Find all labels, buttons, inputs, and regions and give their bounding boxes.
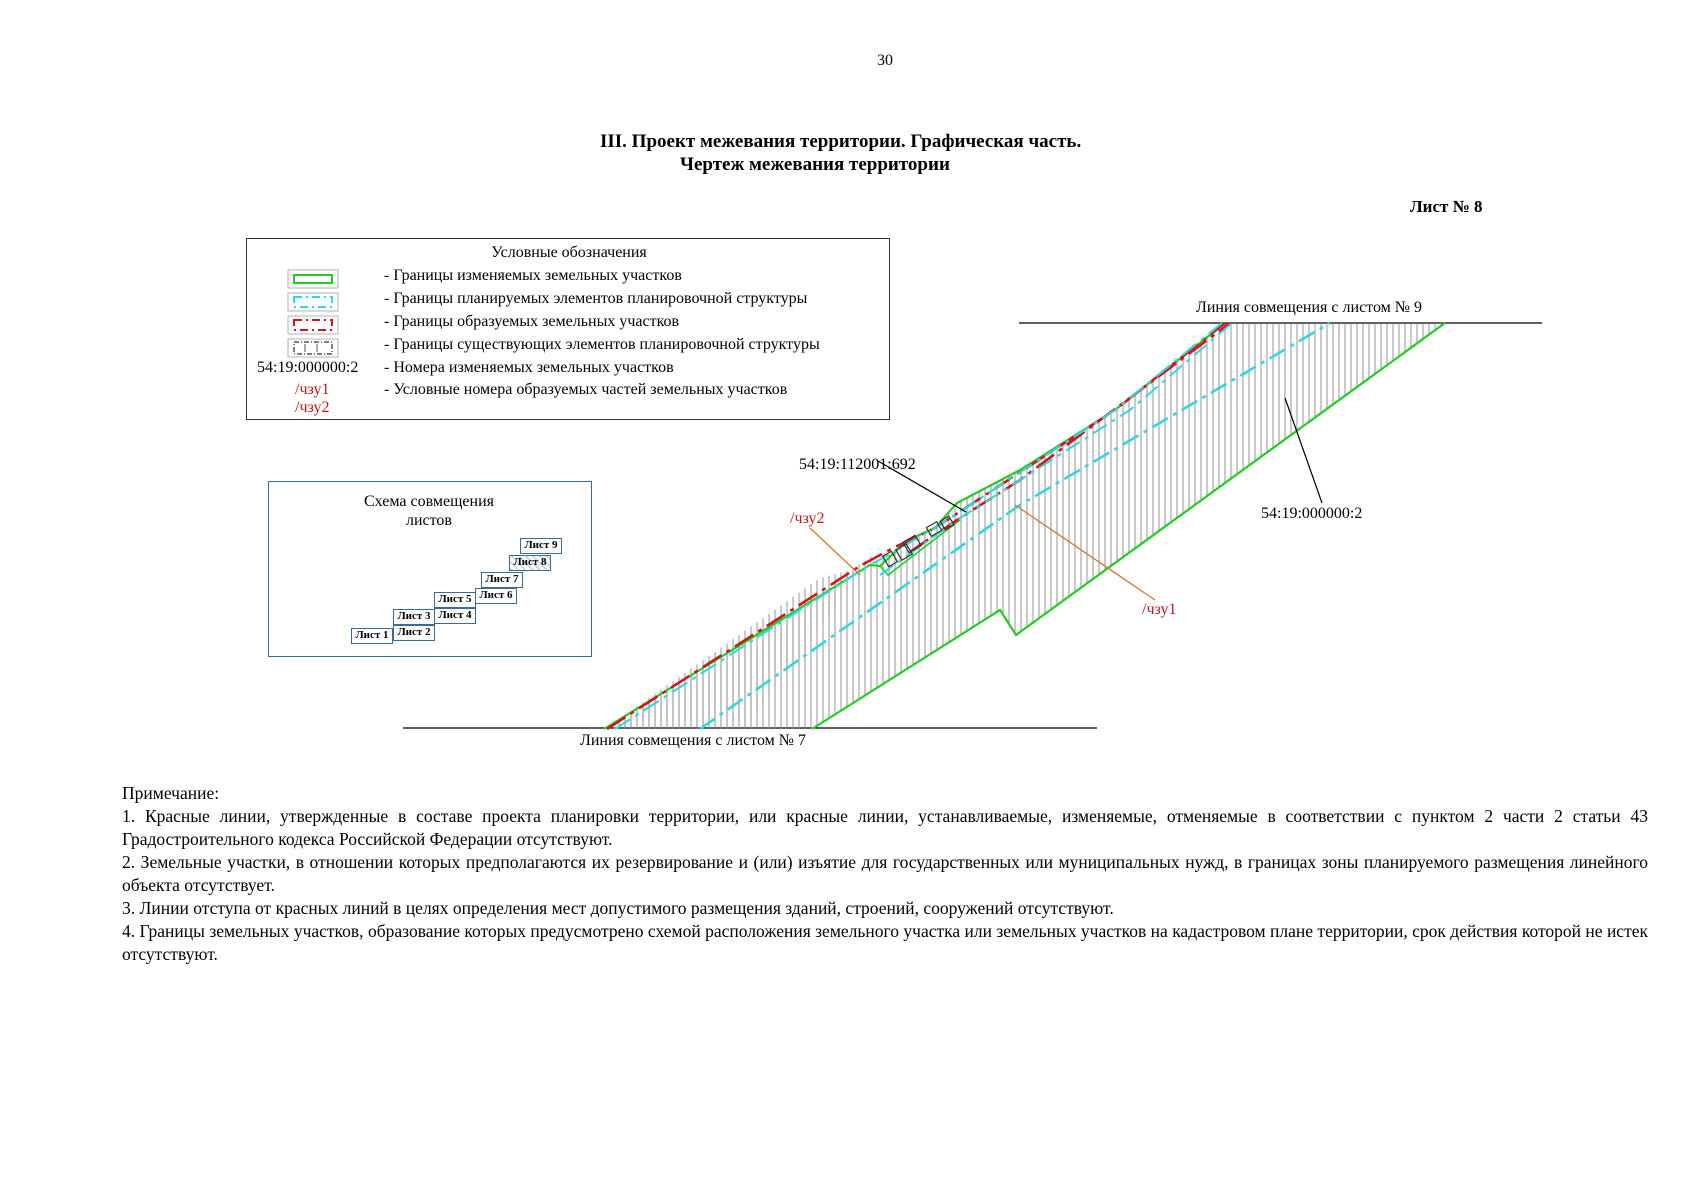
- note-item: 1. Красные линии, утвержденные в составе проекта планировки территории, или красные линии, устанавливаемые, изменяемые, отменяемые в соответствии с пунктом 2 части 2 статьи 43 Градостроительного кодекса Российской Федерации отсутствуют.: [122, 806, 1648, 849]
- parcel-number-b: 54:19:000000:2: [1261, 505, 1363, 522]
- legend-item: [247, 267, 887, 289]
- red-boundary-symbol-icon: [287, 315, 339, 335]
- legend-title: Условные обозначения: [491, 244, 647, 261]
- legend-box: [246, 238, 890, 420]
- note-item: 3. Линии отступа от красных линий в целях определения мест допустимого размещения зданий, строений, сооружений отсутствуют.: [122, 898, 1114, 918]
- leader-part-2: [810, 528, 860, 575]
- legend-item-label: - Границы изменяемых земельных участков: [384, 267, 682, 284]
- legend-item: [247, 399, 887, 421]
- legend-code: /чзу2: [295, 399, 330, 416]
- sheet-box: Лист 2: [393, 625, 435, 641]
- legend-item: [247, 290, 887, 312]
- note-item: 4. Границы земельных участков, образование которых предусмотрено схемой расположения земельного участка или земельных участков на кадастровом плане территории, срок действия которой не истек отсутствуют.: [122, 921, 1648, 964]
- legend-item: [247, 336, 887, 358]
- notes-section: [122, 782, 1648, 966]
- sheet-box-active: Лист 8: [509, 555, 551, 571]
- part-label-2: /чзу2: [790, 510, 825, 527]
- legend-item-label: - Границы планируемых элементов планировочной структуры: [384, 290, 808, 307]
- legend-item: [247, 359, 887, 381]
- note-item: 2. Земельные участки, в отношении которых предполагаются их резервирование и (или) изъятие для государственных или муниципальных нужд, в границах зоны планируемого размещения линейного объекта отсутствует.: [122, 852, 1648, 895]
- sheet-box: Лист 4: [434, 608, 476, 624]
- existing-structure-symbol-icon: [287, 338, 339, 358]
- legend-code: /чзу1: [295, 381, 330, 398]
- notes-heading: Примечание:: [122, 783, 220, 803]
- match-line-top-label: Линия совмещения с листом № 9: [1196, 299, 1423, 316]
- legend-item: [247, 313, 887, 335]
- title-line-2: Чертеж межевания территории: [680, 153, 950, 175]
- legend-item-label: - Границы образуемых земельных участков: [384, 313, 680, 330]
- sheet-number: Лист № 8: [1410, 197, 1483, 216]
- legend-code: 54:19:000000:2: [257, 359, 359, 376]
- legend-item-label: - Условные номера образуемых частей земельных участков: [384, 381, 788, 398]
- sheet-box: Лист 6: [475, 588, 517, 604]
- legend-item-label: - Номера изменяемых земельных участков: [384, 359, 674, 376]
- page-number: 30: [877, 52, 893, 69]
- sheet-box: Лист 1: [351, 628, 393, 644]
- part-label-1: /чзу1: [1142, 601, 1177, 618]
- sheet-box: Лист 7: [481, 572, 523, 588]
- sheet-scheme-box: [268, 481, 592, 657]
- sheet-box: Лист 5: [434, 592, 476, 608]
- scheme-title: [329, 492, 529, 530]
- green-boundary-symbol-icon: [287, 269, 339, 289]
- scheme-title-line-1: Схема совмещения: [363, 493, 494, 510]
- legend-item-label: - Границы существующих элементов планировочной структуры: [384, 336, 820, 353]
- match-line-bottom-label: Линия совмещения с листом № 7: [580, 732, 807, 749]
- sheet-box: Лист 9: [520, 538, 562, 554]
- cyan-boundary-symbol-icon: [287, 292, 339, 312]
- scheme-title-line-2: листов: [406, 512, 452, 530]
- title-line-1: III. Проект межевания территории. Графическая часть.: [600, 131, 1082, 152]
- parcel-number-a: 54:19:112001:692: [799, 456, 916, 473]
- sheet-box: Лист 3: [393, 609, 435, 625]
